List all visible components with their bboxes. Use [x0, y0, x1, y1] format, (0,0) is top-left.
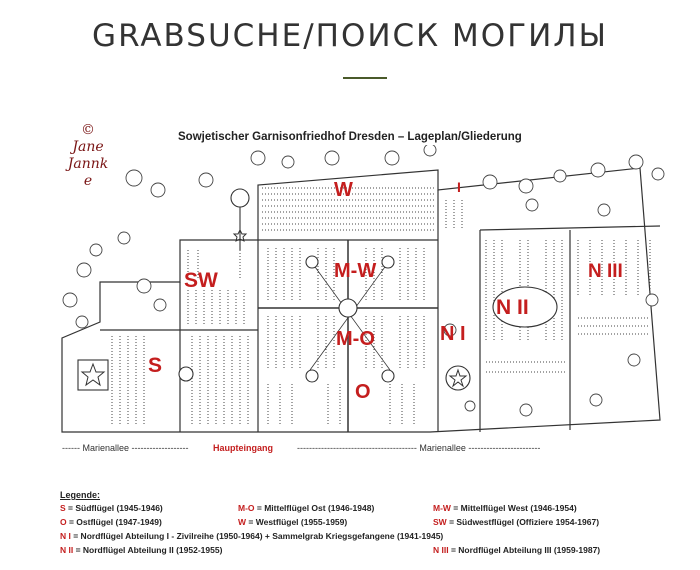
section-label-n1: N I — [440, 323, 466, 345]
tree — [151, 183, 165, 197]
legend-code: W — [238, 517, 247, 527]
roundabout — [306, 370, 318, 382]
copyright-line: Jane — [72, 139, 104, 155]
roundabout — [306, 256, 318, 268]
tree — [199, 173, 213, 187]
copyright-line: e — [83, 173, 93, 189]
legend-code: M-W — [433, 503, 451, 513]
tree — [629, 155, 643, 169]
cemetery-site-plan — [0, 145, 700, 445]
title-divider — [343, 77, 387, 79]
legend-text: = Mittelflügel Ost (1946-1948) — [254, 503, 375, 513]
tree — [90, 244, 102, 256]
legend-code: SW — [433, 517, 447, 527]
section-label-w: W — [334, 179, 353, 201]
section-label-n2: N II — [496, 296, 529, 319]
section-label-n1-top: I — [457, 179, 461, 195]
street-label-left: ------ Marienallee ------------------- — [62, 443, 189, 453]
section-label-s: S — [148, 354, 163, 377]
roundabout — [382, 370, 394, 382]
legend-code: M-O — [238, 503, 255, 513]
section-label-o: O — [355, 381, 371, 403]
copyright-line: Jannk — [67, 156, 109, 172]
tree — [526, 199, 538, 211]
tree — [591, 163, 605, 177]
roundabout — [231, 189, 249, 207]
tree — [385, 151, 399, 165]
tree — [126, 170, 142, 186]
legend — [60, 490, 690, 502]
street-label-right: ---------------------------------------- Marienallee ------------------------ — [297, 443, 541, 453]
legend-code: S — [60, 503, 66, 513]
tree — [251, 151, 265, 165]
tree — [424, 145, 436, 156]
legend-code: N III — [433, 545, 449, 555]
tree — [76, 316, 88, 328]
legend-title: Legende: — [60, 490, 101, 500]
legend-item — [238, 517, 347, 527]
tree — [63, 293, 77, 307]
legend-item — [433, 517, 599, 527]
tree — [77, 263, 91, 277]
legend-item — [60, 531, 443, 541]
legend-code: N I — [60, 531, 71, 541]
tree — [282, 156, 294, 168]
plan-title: Sowjetischer Garnisonfriedhof Dresden – Lageplan/Gliederung — [178, 131, 522, 143]
section-label-mo: M-O — [336, 328, 375, 350]
main-entrance-label: Haupteingang — [213, 443, 273, 453]
section-label-sw: SW — [184, 269, 218, 292]
section-label-mw: M-W — [334, 260, 377, 282]
tree — [628, 354, 640, 366]
legend-item — [60, 503, 163, 513]
tree — [590, 394, 602, 406]
tree — [652, 168, 664, 180]
tree — [137, 279, 151, 293]
roundabout — [339, 299, 357, 317]
page-title: GRABSUCHE/ПОИСК МОГИЛЫ — [92, 18, 608, 54]
tree — [646, 294, 658, 306]
roundabout — [179, 367, 193, 381]
legend-text: = Nordflügel Abteilung I - Zivilreihe (1950-1964) + Sammelgrab Kriegsgefangene (1941-1945) — [70, 531, 444, 541]
legend-code: O — [60, 517, 67, 527]
legend-item — [433, 545, 600, 555]
legend-text: = Ostflügel (1947-1949) — [66, 517, 162, 527]
roundabout — [382, 256, 394, 268]
tree — [325, 151, 339, 165]
section-label-n3: N III — [588, 261, 623, 282]
legend-item — [60, 545, 222, 555]
tree — [520, 404, 532, 416]
legend-text: = Südwestflügel (Offiziere 1954-1967) — [446, 517, 600, 527]
legend-text: = Westflügel (1955-1959) — [246, 517, 348, 527]
legend-text: = Nordflügel Abteilung III (1959-1987) — [448, 545, 601, 555]
tree — [118, 232, 130, 244]
rows-north — [446, 200, 650, 372]
tree — [519, 179, 533, 193]
legend-text: = Nordflügel Abteilung II (1952-1955) — [73, 545, 223, 555]
tree — [554, 170, 566, 182]
legend-item — [60, 517, 162, 527]
legend-text: = Mittelflügel West (1946-1954) — [450, 503, 577, 513]
tree — [154, 299, 166, 311]
tree — [598, 204, 610, 216]
tree — [483, 175, 497, 189]
legend-text: = Südflügel (1945-1946) — [65, 503, 163, 513]
legend-code: N II — [60, 545, 74, 555]
copyright-line: © — [81, 122, 95, 138]
legend-item — [238, 503, 374, 513]
rows-east — [268, 384, 414, 426]
tree — [465, 401, 475, 411]
legend-item — [433, 503, 577, 513]
